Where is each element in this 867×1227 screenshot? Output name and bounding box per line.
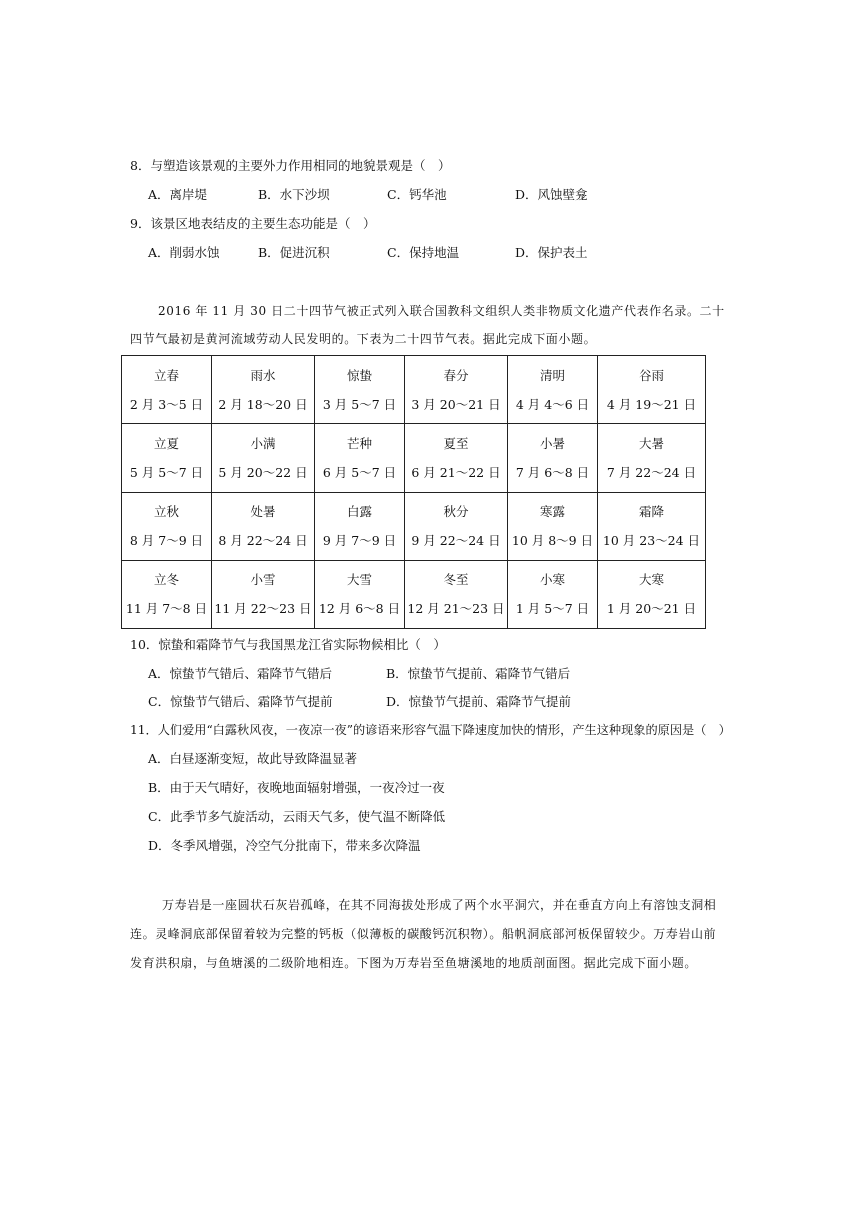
- solar-term-cell: [315, 356, 405, 424]
- solar-term-cell: [598, 424, 706, 492]
- solar-term-date: 9 月 7～9 日: [322, 533, 397, 549]
- passage-2-line-1: 万寿岩是一座圆状石灰岩孤峰，在其不同海拔处形成了两个水平洞穴，并在垂直方向上有溶蚀支洞相: [162, 898, 717, 912]
- solar-term-name: 春分: [443, 367, 469, 383]
- solar-term-cell: [212, 356, 315, 424]
- solar-term-date: 4 月 19～21 日: [606, 396, 697, 412]
- solar-term-name: 小雪: [250, 572, 276, 588]
- solar-terms-table: [121, 355, 706, 629]
- question-11-option-a: A．白昼逐渐变短，故此导致降温显著: [148, 751, 358, 766]
- table-row: [122, 356, 706, 424]
- question-8-option-d: D．风蚀壁龛: [515, 187, 588, 202]
- question-9-option-c: C．保持地温: [387, 245, 460, 260]
- solar-term-cell: [315, 560, 405, 628]
- solar-term-cell: [405, 492, 508, 560]
- solar-term-cell: [212, 492, 315, 560]
- solar-term-name: 惊蛰: [346, 367, 372, 383]
- table-row: [122, 560, 706, 628]
- solar-term-name: 白露: [346, 504, 372, 520]
- passage-1-line-2: 四节气最初是黄河流域劳动人民发明的。下表为二十四节气表。据此完成下面小题。: [130, 332, 597, 346]
- solar-term-date: 8 月 7～9 日: [129, 533, 204, 549]
- solar-term-date: 2 月 3～5 日: [129, 396, 204, 412]
- question-10-option-d: D．惊蛰节气提前、霜降节气提前: [386, 694, 572, 709]
- question-10-stem: 10．惊蛰和霜降节气与我国黑龙江省实际物候相比（ ）: [130, 637, 446, 652]
- solar-term-date: 8 月 22～24 日: [218, 533, 308, 549]
- solar-term-cell: [122, 424, 212, 492]
- solar-term-name: 立春: [153, 367, 179, 383]
- question-9-stem: 9．该景区地表结皮的主要生态功能是（ ）: [130, 216, 376, 231]
- solar-term-date: 5 月 5～7 日: [129, 464, 204, 480]
- question-11-option-b: B．由于天气晴好，夜晚地面辐射增强，一夜冷过一夜: [148, 780, 445, 795]
- solar-term-date: 11 月 22～23 日: [214, 601, 312, 617]
- solar-term-date: 4 月 4～6 日: [515, 396, 590, 412]
- solar-term-name: 立冬: [153, 572, 179, 588]
- solar-term-cell: [598, 492, 706, 560]
- solar-term-date: 5 月 20～22 日: [218, 464, 308, 480]
- question-11-option-d: D．冬季风增强，冷空气分批南下，带来多次降温: [148, 838, 421, 853]
- solar-term-cell: [212, 560, 315, 628]
- solar-term-cell: [122, 356, 212, 424]
- solar-term-date: 1 月 20～21 日: [606, 601, 697, 617]
- solar-term-date: 3 月 20～21 日: [411, 396, 501, 412]
- question-11-stem: 11．人们爱用“白露秋风夜，一夜凉一夜”的谚语来形容气温下降速度加快的情形，产生这种现象的原因是（ ）: [130, 723, 731, 737]
- solar-term-name: 清明: [539, 367, 565, 383]
- question-10-option-c: C．惊蛰节气错后、霜降节气提前: [148, 694, 333, 709]
- solar-term-name: 芒种: [346, 435, 372, 451]
- question-8-option-c: C．钙华池: [387, 187, 447, 202]
- solar-term-cell: [212, 424, 315, 492]
- solar-term-name: 大雪: [346, 572, 372, 588]
- solar-term-date: 3 月 5～7 日: [322, 396, 397, 412]
- solar-term-cell: [405, 424, 508, 492]
- solar-term-cell: [122, 492, 212, 560]
- question-9-option-d: D．保护表土: [515, 245, 588, 260]
- solar-term-name: 冬至: [443, 572, 469, 588]
- solar-term-cell: [508, 424, 598, 492]
- solar-term-date: 10 月 23～24 日: [602, 533, 701, 549]
- solar-term-name: 夏至: [443, 435, 469, 451]
- solar-term-name: 雨水: [250, 367, 276, 383]
- passage-2-line-3: 发育洪积扇，与鱼塘溪的二级阶地相连。下图为万寿岩至鱼塘溪地的地质剖面图。据此完成下面小题。: [130, 956, 698, 970]
- solar-term-name: 立夏: [153, 435, 179, 451]
- solar-term-name: 处暑: [250, 504, 276, 520]
- solar-term-date: 1 月 5～7 日: [515, 601, 590, 617]
- solar-term-cell: [315, 424, 405, 492]
- solar-term-date: 6 月 21～22 日: [411, 464, 501, 480]
- solar-term-name: 谷雨: [638, 367, 664, 383]
- solar-term-name: 小满: [250, 435, 276, 451]
- solar-term-name: 小寒: [539, 572, 565, 588]
- solar-term-name: 小暑: [539, 435, 565, 451]
- solar-term-name: 大寒: [638, 572, 664, 588]
- question-8-option-a: A．离岸堤: [148, 187, 208, 202]
- question-10-option-b: B．惊蛰节气提前、霜降节气错后: [386, 666, 571, 681]
- solar-term-name: 大暑: [638, 435, 664, 451]
- solar-term-cell: [598, 560, 706, 628]
- question-8-option-b: B．水下沙坝: [258, 187, 330, 202]
- question-9-option-b: B．促进沉积: [258, 245, 330, 260]
- solar-term-cell: [598, 356, 706, 424]
- solar-term-date: 11 月 7～8 日: [125, 601, 208, 617]
- passage-1-line-1: 2016 年 11 月 30 日二十四节气被正式列入联合国教科文组织人类非物质文化遗产代表作名录。二十: [158, 304, 725, 318]
- table-row: [122, 424, 706, 492]
- solar-term-cell: [122, 560, 212, 628]
- question-9-option-a: A．削弱水蚀: [148, 245, 220, 260]
- question-8-stem: 8．与塑造该景观的主要外力作用相同的地貌景观是（ ）: [130, 158, 451, 173]
- solar-term-cell: [405, 560, 508, 628]
- solar-term-date: 7 月 6～8 日: [515, 464, 590, 480]
- solar-term-date: 12 月 21～23 日: [407, 601, 505, 617]
- solar-term-date: 6 月 5～7 日: [322, 464, 397, 480]
- question-11-option-c: C．此季节多气旋活动，云雨天气多，使气温不断降低: [148, 809, 446, 824]
- table-row: [122, 492, 706, 560]
- solar-term-name: 立秋: [153, 504, 179, 520]
- solar-term-cell: [405, 356, 508, 424]
- solar-term-cell: [315, 492, 405, 560]
- solar-term-date: 10 月 8～9 日: [511, 533, 594, 549]
- solar-term-date: 2 月 18～20 日: [218, 396, 308, 412]
- solar-term-date: 9 月 22～24 日: [411, 533, 501, 549]
- solar-term-cell: [508, 560, 598, 628]
- solar-term-name: 霜降: [638, 504, 664, 520]
- solar-term-name: 寒露: [539, 504, 565, 520]
- solar-term-date: 12 月 6～8 日: [318, 601, 401, 617]
- question-10-option-a: A．惊蛰节气错后、霜降节气错后: [148, 666, 333, 681]
- solar-term-cell: [508, 356, 598, 424]
- solar-term-date: 7 月 22～24 日: [606, 464, 697, 480]
- solar-term-cell: [508, 492, 598, 560]
- solar-term-name: 秋分: [443, 504, 469, 520]
- passage-2-line-2: 连。灵峰洞底部保留着较为完整的钙板（似薄板的碳酸钙沉积物）。船帆洞底部河板保留较少。万寿岩山前: [130, 927, 717, 941]
